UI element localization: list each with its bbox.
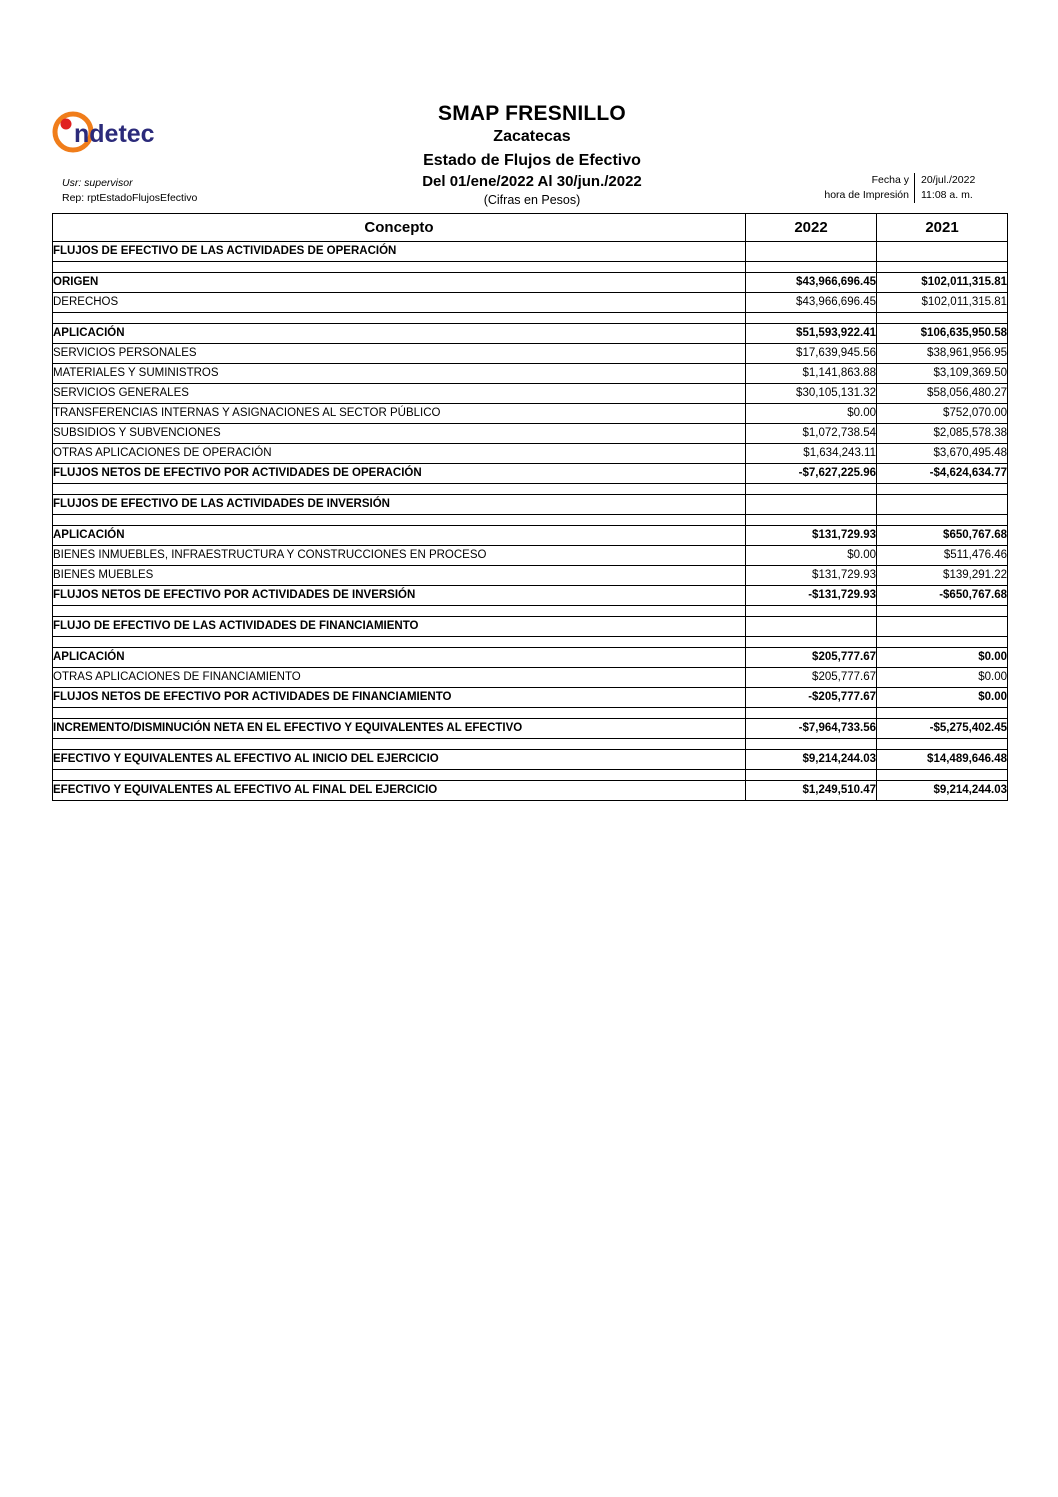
table-row xyxy=(53,688,1008,708)
row-value-2022 xyxy=(746,637,877,648)
print-datetime-values xyxy=(914,173,1007,203)
row-value-2022: $43,966,696.45 xyxy=(746,273,877,293)
table-row xyxy=(53,739,1008,750)
row-concept: DERECHOS xyxy=(53,293,746,313)
row-value-2021: $102,011,315.81 xyxy=(877,273,1008,293)
row-value-2022 xyxy=(746,484,877,495)
column-header-concept: Concepto xyxy=(53,214,746,242)
table-row xyxy=(53,770,1008,781)
row-value-2021: $3,670,495.48 xyxy=(877,444,1008,464)
row-value-2021: -$5,275,402.45 xyxy=(877,719,1008,739)
row-value-2022: -$7,627,225.96 xyxy=(746,464,877,484)
row-concept: FLUJOS NETOS DE EFECTIVO POR ACTIVIDADES DE OPERACIÓN xyxy=(53,464,746,484)
print-time-label: hora de Impresión xyxy=(824,189,909,201)
row-value-2021: $752,070.00 xyxy=(877,404,1008,424)
row-value-2022 xyxy=(746,739,877,750)
row-value-2022 xyxy=(746,495,877,515)
row-value-2021: $511,476.46 xyxy=(877,546,1008,566)
row-concept xyxy=(53,637,746,648)
row-concept: FLUJO DE EFECTIVO DE LAS ACTIVIDADES DE FINANCIAMIENTO xyxy=(53,617,746,637)
row-value-2022 xyxy=(746,313,877,324)
row-concept xyxy=(53,770,746,781)
row-value-2021 xyxy=(877,739,1008,750)
table-row xyxy=(53,668,1008,688)
row-value-2022: $1,249,510.47 xyxy=(746,781,877,801)
row-value-2021: $9,214,244.03 xyxy=(877,781,1008,801)
row-value-2021 xyxy=(877,606,1008,617)
column-header-year-2022: 2022 xyxy=(746,214,877,242)
row-value-2022: $1,072,738.54 xyxy=(746,424,877,444)
table-row xyxy=(53,484,1008,495)
report-title: Estado de Flujos de Efectivo xyxy=(423,152,641,169)
row-concept: TRANSFERENCIAS INTERNAS Y ASIGNACIONES AL SECTOR PÚBLICO xyxy=(53,404,746,424)
row-value-2021: $0.00 xyxy=(877,688,1008,708)
row-concept: EFECTIVO Y EQUIVALENTES AL EFECTIVO AL INICIO DEL EJERCICIO xyxy=(53,750,746,770)
row-value-2021: $3,109,369.50 xyxy=(877,364,1008,384)
row-value-2021: $106,635,950.58 xyxy=(877,324,1008,344)
row-value-2022: -$7,964,733.56 xyxy=(746,719,877,739)
row-value-2021: $58,056,480.27 xyxy=(877,384,1008,404)
print-datetime xyxy=(824,173,1007,203)
row-value-2022: $1,634,243.11 xyxy=(746,444,877,464)
row-value-2022: $30,105,131.32 xyxy=(746,384,877,404)
table-header-row xyxy=(53,214,1008,242)
row-value-2021: $0.00 xyxy=(877,668,1008,688)
table-header xyxy=(53,214,1008,242)
row-value-2022: $0.00 xyxy=(746,404,877,424)
table-row xyxy=(53,750,1008,770)
row-value-2021 xyxy=(877,313,1008,324)
table-row xyxy=(53,364,1008,384)
row-concept: FLUJOS DE EFECTIVO DE LAS ACTIVIDADES DE OPERACIÓN xyxy=(53,242,746,262)
row-value-2022: $43,966,696.45 xyxy=(746,293,877,313)
row-concept: OTRAS APLICACIONES DE OPERACIÓN xyxy=(53,444,746,464)
table-row xyxy=(53,344,1008,364)
table-row xyxy=(53,444,1008,464)
row-value-2021 xyxy=(877,484,1008,495)
table-row xyxy=(53,262,1008,273)
table-row xyxy=(53,637,1008,648)
row-concept: FLUJOS DE EFECTIVO DE LAS ACTIVIDADES DE INVERSIÓN xyxy=(53,495,746,515)
table-row xyxy=(53,719,1008,739)
row-concept: APLICACIÓN xyxy=(53,526,746,546)
row-value-2022 xyxy=(746,262,877,273)
table-row xyxy=(53,293,1008,313)
row-value-2022: $17,639,945.56 xyxy=(746,344,877,364)
row-value-2022: $51,593,922.41 xyxy=(746,324,877,344)
row-value-2021: -$650,767.68 xyxy=(877,586,1008,606)
row-value-2021 xyxy=(877,617,1008,637)
row-concept xyxy=(53,484,746,495)
row-value-2022: $0.00 xyxy=(746,546,877,566)
row-concept: INCREMENTO/DISMINUCIÓN NETA EN EL EFECTIVO Y EQUIVALENTES AL EFECTIVO xyxy=(53,719,746,739)
row-value-2022 xyxy=(746,242,877,262)
table-row xyxy=(53,515,1008,526)
table-row xyxy=(53,242,1008,262)
row-concept: FLUJOS NETOS DE EFECTIVO POR ACTIVIDADES DE INVERSIÓN xyxy=(53,586,746,606)
row-value-2022 xyxy=(746,515,877,526)
row-value-2021 xyxy=(877,515,1008,526)
row-concept: APLICACIÓN xyxy=(53,648,746,668)
row-value-2021: $650,767.68 xyxy=(877,526,1008,546)
print-datetime-labels xyxy=(824,173,914,203)
row-concept: SUBSIDIOS Y SUBVENCIONES xyxy=(53,424,746,444)
table-row xyxy=(53,708,1008,719)
table-row xyxy=(53,648,1008,668)
row-concept: MATERIALES Y SUMINISTROS xyxy=(53,364,746,384)
row-value-2021: $139,291.22 xyxy=(877,566,1008,586)
row-concept: APLICACIÓN xyxy=(53,324,746,344)
user-label: Usr: supervisor xyxy=(62,177,133,189)
column-header-year-2021: 2021 xyxy=(877,214,1008,242)
row-value-2022: -$205,777.67 xyxy=(746,688,877,708)
table-row xyxy=(53,606,1008,617)
table-row xyxy=(53,526,1008,546)
row-concept: OTRAS APLICACIONES DE FINANCIAMIENTO xyxy=(53,668,746,688)
row-value-2021 xyxy=(877,637,1008,648)
row-value-2022: $205,777.67 xyxy=(746,668,877,688)
row-value-2022 xyxy=(746,708,877,719)
report-id-label: Rep: rptEstadoFlujosEfectivo xyxy=(62,192,198,204)
row-value-2021 xyxy=(877,242,1008,262)
table-row xyxy=(53,273,1008,293)
row-value-2022 xyxy=(746,770,877,781)
table-row xyxy=(53,586,1008,606)
row-concept xyxy=(53,606,746,617)
row-concept xyxy=(53,515,746,526)
row-concept: SERVICIOS GENERALES xyxy=(53,384,746,404)
row-value-2022 xyxy=(746,617,877,637)
table-row xyxy=(53,324,1008,344)
print-time-value: 11:08 a. m. xyxy=(921,189,973,201)
row-value-2021: $2,085,578.38 xyxy=(877,424,1008,444)
table-row xyxy=(53,313,1008,324)
row-value-2022: $1,141,863.88 xyxy=(746,364,877,384)
report-units: (Cifras en Pesos) xyxy=(483,193,581,207)
row-value-2022: $205,777.67 xyxy=(746,648,877,668)
table-row xyxy=(53,424,1008,444)
report-body xyxy=(52,95,1007,801)
row-value-2021 xyxy=(877,708,1008,719)
row-value-2022: $131,729.93 xyxy=(746,526,877,546)
row-concept xyxy=(53,708,746,719)
row-value-2021: $14,489,646.48 xyxy=(877,750,1008,770)
row-concept: EFECTIVO Y EQUIVALENTES AL EFECTIVO AL FINAL DEL EJERCICIO xyxy=(53,781,746,801)
row-concept: BIENES INMUEBLES, INFRAESTRUCTURA Y CONSTRUCCIONES EN PROCESO xyxy=(53,546,746,566)
row-value-2021 xyxy=(877,770,1008,781)
row-concept: SERVICIOS PERSONALES xyxy=(53,344,746,364)
table-row xyxy=(53,546,1008,566)
row-value-2021: $0.00 xyxy=(877,648,1008,668)
print-date-value: 20/jul./2022 xyxy=(921,174,976,186)
row-concept: BIENES MUEBLES xyxy=(53,566,746,586)
title-block xyxy=(252,101,812,209)
svg-text:ndetec: ndetec xyxy=(74,120,155,148)
row-concept xyxy=(53,262,746,273)
row-value-2021 xyxy=(877,262,1008,273)
table-body xyxy=(53,242,1008,801)
report-header xyxy=(52,95,1007,213)
row-concept: FLUJOS NETOS DE EFECTIVO POR ACTIVIDADES DE FINANCIAMIENTO xyxy=(53,688,746,708)
row-value-2021: -$4,624,634.77 xyxy=(877,464,1008,484)
row-value-2021 xyxy=(877,495,1008,515)
print-date-label: Fecha y xyxy=(871,174,909,186)
table-row xyxy=(53,617,1008,637)
indetec-logo xyxy=(52,111,197,151)
row-concept xyxy=(53,313,746,324)
table-row xyxy=(53,495,1008,515)
row-value-2022: -$131,729.93 xyxy=(746,586,877,606)
row-value-2021: $38,961,956.95 xyxy=(877,344,1008,364)
row-concept xyxy=(53,739,746,750)
table-row xyxy=(53,781,1008,801)
report-period: Del 01/ene/2022 Al 30/jun./2022 xyxy=(422,173,642,190)
entity-name: SMAP FRESNILLO xyxy=(438,102,626,125)
row-value-2022: $9,214,244.03 xyxy=(746,750,877,770)
table-row xyxy=(53,384,1008,404)
entity-state: Zacatecas xyxy=(493,128,571,145)
cash-flow-table xyxy=(52,213,1008,801)
table-row xyxy=(53,464,1008,484)
table-row xyxy=(53,566,1008,586)
row-value-2022: $131,729.93 xyxy=(746,566,877,586)
row-value-2021: $102,011,315.81 xyxy=(877,293,1008,313)
row-value-2022 xyxy=(746,606,877,617)
table-row xyxy=(53,404,1008,424)
user-info xyxy=(62,176,197,206)
row-concept: ORIGEN xyxy=(53,273,746,293)
